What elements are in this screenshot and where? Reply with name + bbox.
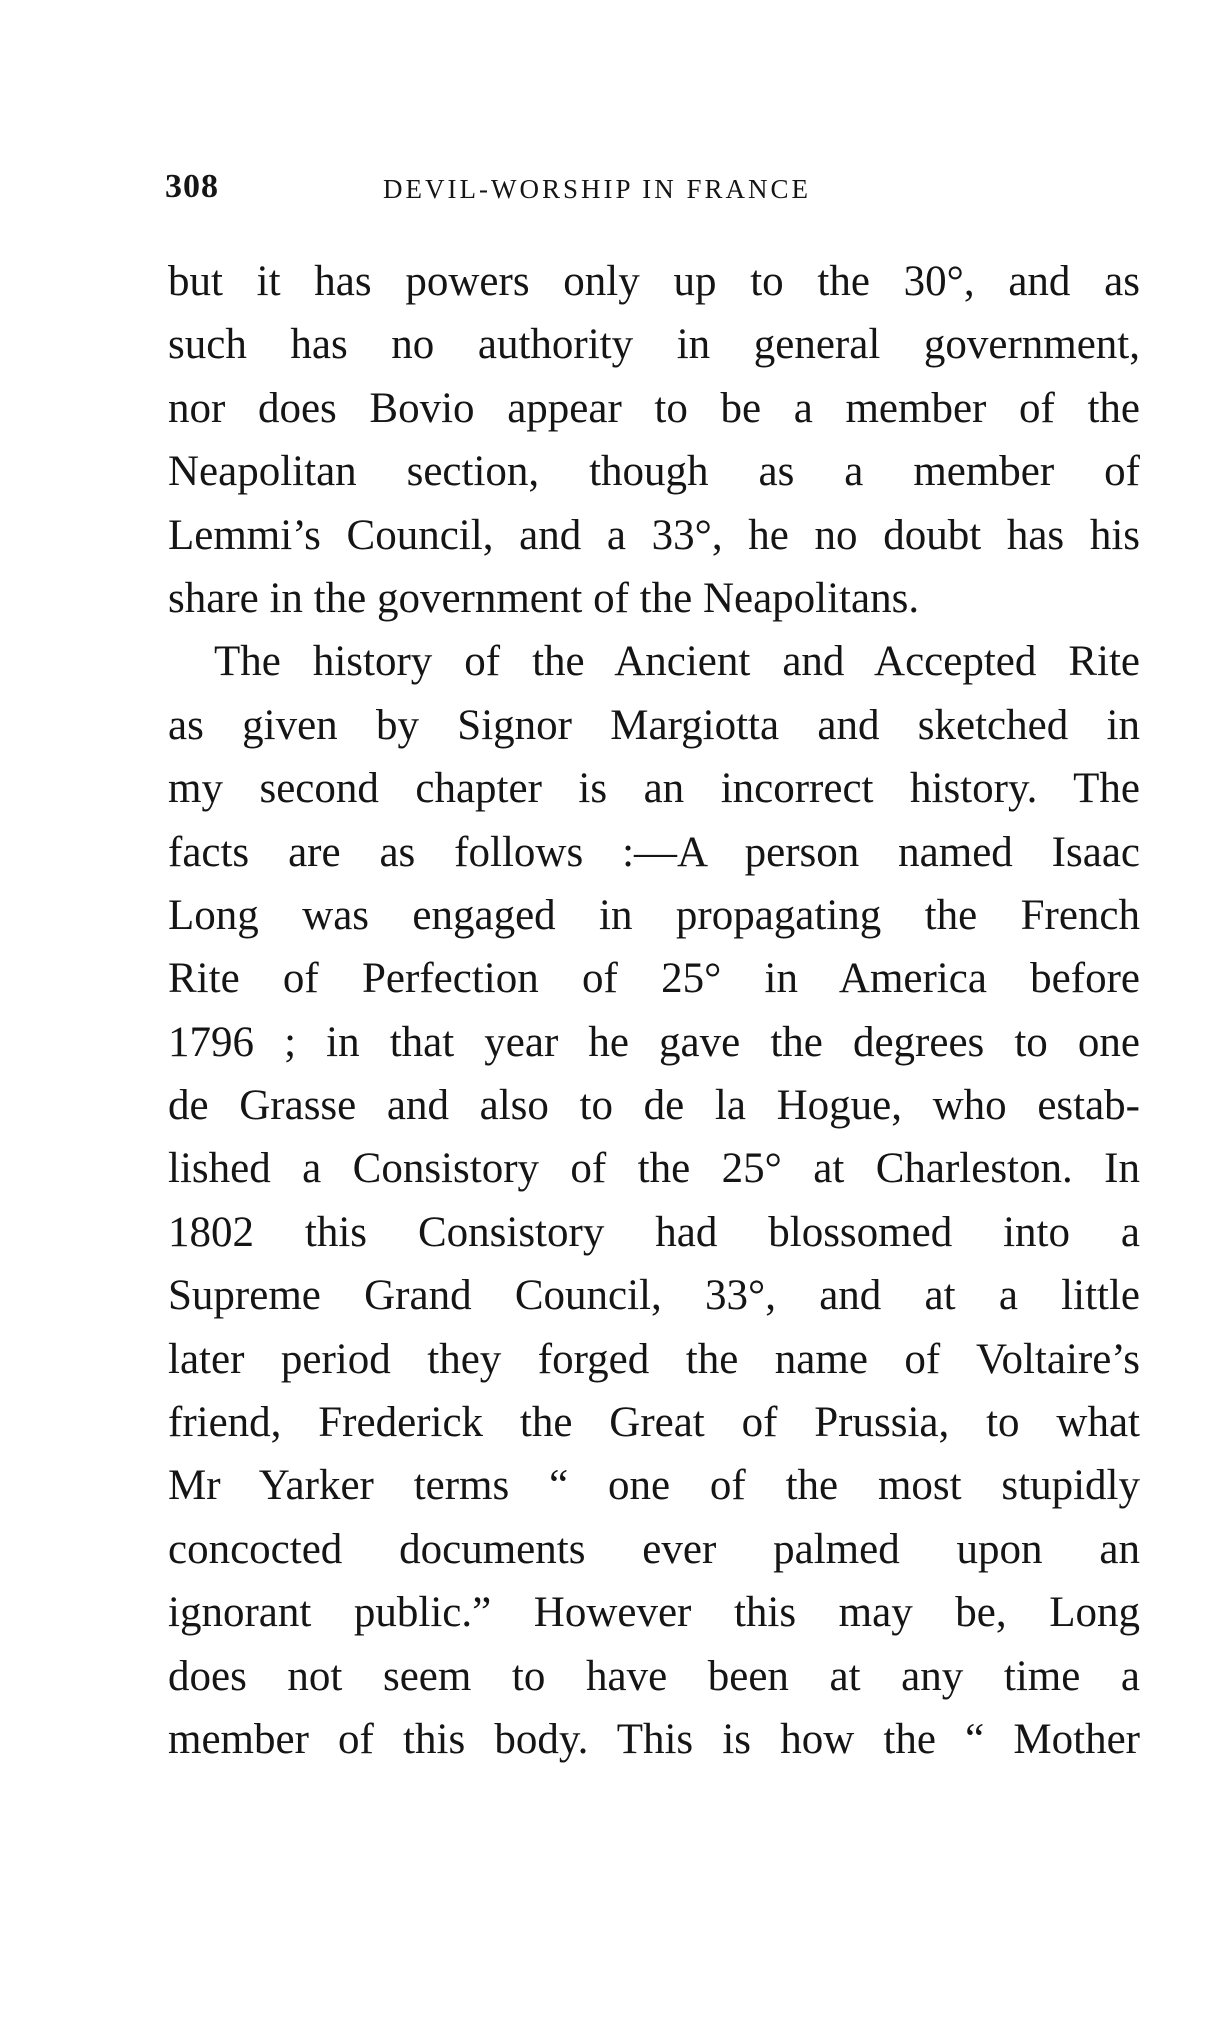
text-line: 1796 ; in that year he gave the degrees to one bbox=[168, 1018, 1140, 1066]
text-line: nor does Bovio appear to be a member of the bbox=[168, 384, 1140, 432]
text-line: such has no authority in general government, bbox=[168, 321, 1140, 369]
page-number: 308 bbox=[165, 168, 219, 205]
text-line: de Grasse and also to de la Hogue, who estab- bbox=[168, 1082, 1140, 1130]
body-text bbox=[168, 250, 1140, 1771]
text-line: share in the government of the Neapolitans. bbox=[168, 574, 920, 622]
running-head bbox=[165, 168, 1065, 208]
text-line: Mr Yarker terms “ one of the most stupidly bbox=[168, 1462, 1140, 1510]
text-line: my second chapter is an incorrect history. The bbox=[168, 765, 1140, 813]
text-line: ignorant public.” However this may be, Long bbox=[168, 1589, 1140, 1637]
text-line: does not seem to have been at any time a bbox=[168, 1652, 1140, 1700]
text-line: lished a Consistory of the 25° at Charleston. In bbox=[168, 1145, 1140, 1193]
text-line: later period they forged the name of Voltaire’s bbox=[168, 1335, 1140, 1383]
text-line: as given by Signor Margiotta and sketched in bbox=[168, 701, 1140, 749]
text-line: Rite of Perfection of 25° in America before bbox=[168, 955, 1140, 1003]
text-line: member of this body. This is how the “ Mother bbox=[168, 1715, 1140, 1763]
text-line: Lemmi’s Council, and a 33°, he no doubt has his bbox=[168, 511, 1140, 559]
paragraph-start-line: The history of the Ancient and Accepted Rite bbox=[214, 638, 1140, 686]
text-line: 1802 this Consistory had blossomed into a bbox=[168, 1208, 1140, 1256]
text-line: but it has powers only up to the 30°, and as bbox=[168, 258, 1140, 305]
text-line: friend, Frederick the Great of Prussia, to what bbox=[168, 1399, 1140, 1447]
text-line: facts are as follows :—A person named Isaac bbox=[168, 828, 1140, 876]
text-line: Neapolitan section, though as a member of bbox=[168, 448, 1140, 496]
text-line: Supreme Grand Council, 33°, and at a little bbox=[168, 1272, 1140, 1320]
running-title: DEVIL-WORSHIP IN FRANCE bbox=[383, 174, 811, 204]
text-line: Long was engaged in propagating the French bbox=[168, 891, 1140, 939]
text-line: concocted documents ever palmed upon an bbox=[168, 1525, 1140, 1573]
